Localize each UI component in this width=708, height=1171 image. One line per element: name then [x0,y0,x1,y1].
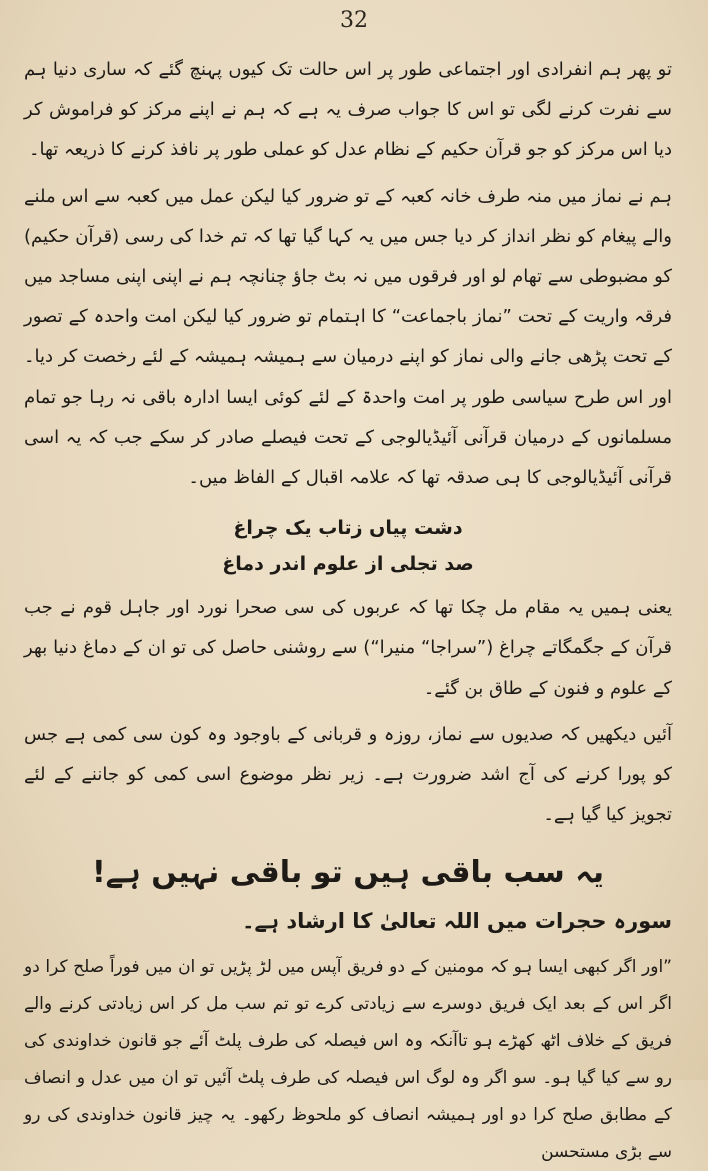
section-heading: یہ سب باقی ہیں تو باقی نہیں ہے! [91,855,605,891]
paragraph: تو پھر ہم انفرادی اور اجتماعی طور پر اس حالت تک کیوں پہنچ گئے کہ ساری دنیا ہم سے نفرت کرنے لگی تو اس کا جواب صرف یہ ہے کہ ہم نے اپنے مرکز کو فراموش کر دیا اس مرکز کو جو قرآن حکیم کے نظام عدل کو عملی طور پر نافذ کرنے کا ذریعہ تھا۔ [24,59,672,161]
body-text [24,50,672,1171]
paragraph: یعنی ہمیں یہ مقام مل چکا تھا کہ عربوں کی سی صحرا نورد اور جاہل قوم نے جب قرآن کے جگمگاتے چراغ (”سراجا“ منیرا“) سے روشنی حاصل کی تو ان کے دماغ دنیا بھر کے علوم و فنون کے طاق بن گئے۔ [24,597,672,699]
persian-couplet [24,510,672,582]
sub-heading: سورہ حجرات میں اللہ تعالیٰ کا ارشاد ہے۔ [242,909,672,934]
couplet-line: صد تجلی از علوم اندر دماغ [222,553,474,576]
quran-quote: ”اور اگر کبھی ایسا ہو کہ مومنین کے دو فریق آپس میں لڑ پڑیں تو ان میں فوراً صلح کرا دو اگر اس کے بعد ایک فریق دوسرے سے زیادتی کرے تو تم سب مل کر اس زیادتی کرنے والے فریق کے خلاف اٹھ کھڑے ہو تاآنکہ وہ اس فیصلہ کی طرف پلٹ آئے جو قانون خداوندی کی رو سے کیا گیا ہو۔ سو اگر وہ لوگ اس فیصلہ کی طرف پلٹ آئیں تو ان میں عدل و انصاف کے مطابق صلح کرا دو اور ہمیشہ انصاف کو ملحوظ رکھو۔ یہ چیز قانون خداوندی کی رو سے بڑی مستحسن [24,957,672,1163]
paragraph: آئیں دیکھیں کہ صدیوں سے نماز، روزہ و قربانی کے باوجود وہ کون سی کمی ہے جس کو پورا کرنے کی آج اشد ضرورت ہے۔ زیر نظر موضوع اسی کمی کو جاننے کے لئے تجویز کیا گیا ہے۔ [24,723,672,826]
couplet-line: دشت پیاں زتاب یک چراغ [233,517,463,540]
paragraph: ہم نے نماز میں منہ طرف خانہ کعبہ کے تو ضرور کیا لیکن عمل میں کعبہ سے اس ملنے والے پیغام کو نظر انداز کر دیا جس میں یہ کہا گیا تھا کہ تم خدا کی رسی (قرآن حکیم) کو مضبوطی سے تھام لو اور فرقوں میں نہ بٹ جاؤ چنانچہ ہم نے اپنی اپنی مساجد میں فرقہ واریت کے تحت ”نماز باجماعت“ کا اہتمام تو ضرور کیا لیکن امت واحدہ کے تصور کے تحت پڑھی جانے والی نماز کو اپنے درمیان سے ہمیشہ ہمیشہ کے لئے رخصت کر دیا۔ اور اس طرح سیاسی طور پر امت واحدۃ کے لئے کوئی ایسا ادارہ باقی نہ رہا جو تمام مسلمانوں کے درمیان قرآنی آئیڈیالوجی کے تحت فیصلے صادر کر سکے جب کہ یہ اسی قرآنی آئیڈیالوجی کا ہی صدقہ تھا کہ علامہ اقبال کے الفاظ میں۔ [24,185,672,489]
page-number: 32 [340,8,368,33]
